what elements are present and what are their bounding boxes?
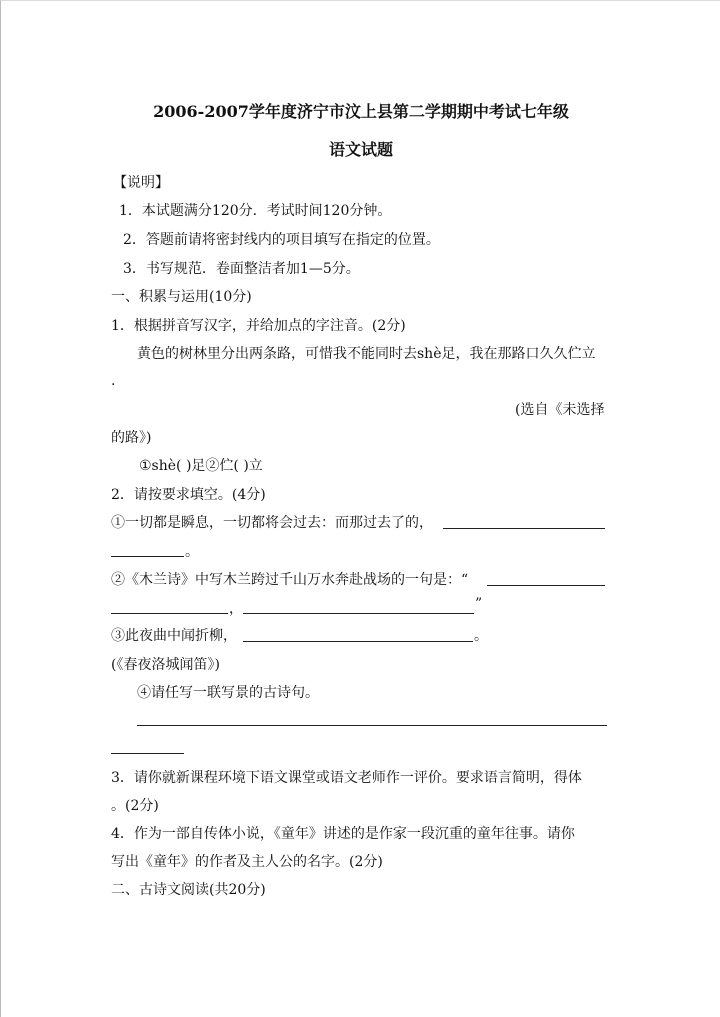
q1-source-end: 的路》) [111, 430, 152, 446]
answer-blank[interactable] [137, 725, 607, 726]
exam-subtitle: 语文试题 [328, 140, 393, 159]
exam-title: 2006-2007学年度济宁市汶上县第二学期期中考试七年级 [153, 102, 569, 121]
instruction-item: 2．答题前请将密封线内的项目填写在指定的位置。 [123, 232, 440, 248]
q3-line2: 。(2分) [111, 798, 159, 814]
answer-blank[interactable] [443, 528, 605, 529]
q2-item4: ④请任写一联写景的古诗句。 [137, 685, 319, 701]
q2-item2-comma: ， [229, 601, 243, 617]
instructions-heading: 【说明】 [113, 175, 169, 191]
section1-heading: 一、积累与运用(10分) [111, 289, 252, 305]
answer-blank[interactable] [243, 641, 473, 642]
q1-source: (选自《未选择 [515, 402, 605, 418]
answer-blank[interactable] [487, 585, 605, 586]
q1-passage: 黄色的树林里分出两条路，可惜我不能同时去shè足，我在那路口久久伫立 [137, 346, 596, 362]
answer-blank[interactable] [111, 556, 184, 557]
answer-blank[interactable] [111, 753, 184, 754]
instruction-item: 1．本试题满分120分．考试时间120分钟。 [119, 203, 392, 219]
q2-item1: ①一切都是瞬息，一切都将会过去：而那过去了的， [111, 515, 433, 531]
q2-item2: ②《木兰诗》中写木兰跨过千山万水奔赴战场的一句是：“ [111, 572, 469, 588]
q4-line1: 4．作为一部自传体小说，《童年》讲述的是作家一段沉重的童年往事。请你 [111, 826, 575, 842]
instruction-item: 3．书写规范．卷面整洁者加1—5分。 [123, 261, 360, 277]
answer-blank[interactable] [243, 613, 474, 614]
q2-item3-end: 。 [474, 628, 488, 644]
q2-item3: ③此夜曲中闻折柳， [111, 628, 237, 644]
q1-blanks: ①shè( )足②伫( )立 [139, 458, 263, 474]
q1-passage-end: . [111, 373, 116, 389]
q2-item3-source: (《春夜洛城闻笛》) [111, 657, 220, 673]
answer-blank[interactable] [111, 613, 228, 614]
q2-item2-end: ” [475, 596, 483, 612]
q4-line2: 写出《童年》的作者及主人公的名字。(2分) [111, 854, 383, 870]
q2-prompt: 2．请按要求填空。(4分) [111, 487, 266, 503]
q2-item1-end: 。 [185, 544, 199, 560]
q1-prompt: 1．根据拼音写汉字，并给加点的字注音。(2分) [111, 318, 406, 334]
section2-heading: 二、古诗文阅读(共20分) [111, 882, 266, 898]
q3-line1: 3．请你就新课程环境下语文课堂或语文老师作一评价。要求语言简明，得体 [111, 770, 582, 786]
